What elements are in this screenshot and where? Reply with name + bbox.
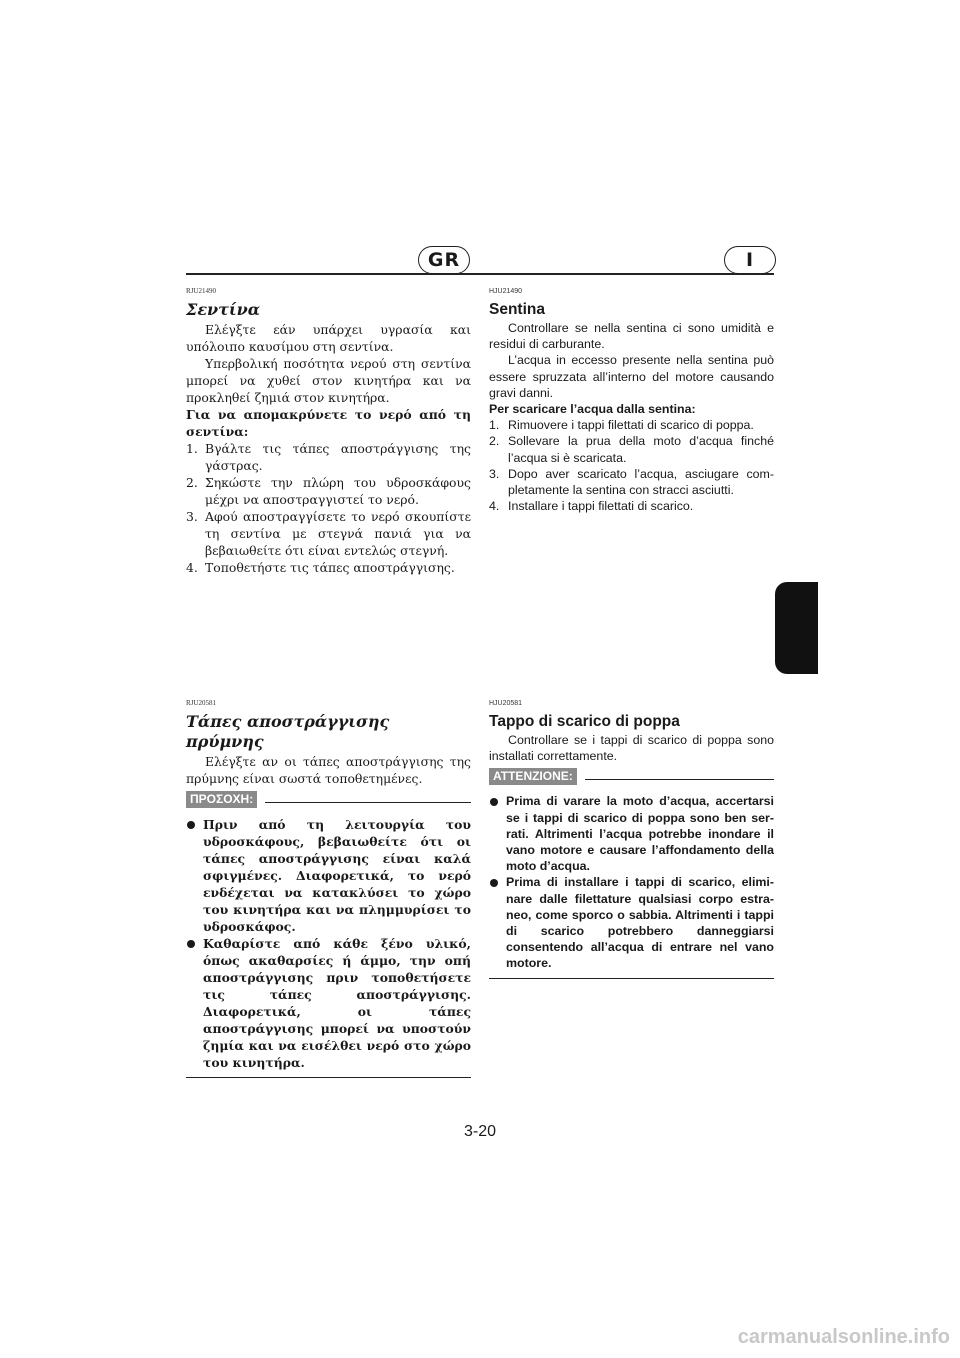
list-item: 2. Σηκώστε την πλώρη του υδροσκάφους μέχρι να αποστραγγιστεί το νερό. xyxy=(186,475,471,507)
caution-list xyxy=(489,793,774,971)
list-item: 2. Sollevare la prua della moto d’acqua finché l’acqua si è scaricata. xyxy=(489,434,774,465)
bullet-icon xyxy=(187,940,195,948)
section-code: RJU21490 xyxy=(186,287,216,295)
list-item: 1. Rimuovere i tappi filettati di scarico di poppa. xyxy=(489,418,754,433)
it-section-bilge xyxy=(489,287,774,514)
paragraph: L’acqua in eccesso presente nella sentina può essere spruzzata all’interno del motore causando gravi danni. xyxy=(489,353,774,400)
procedure-steps xyxy=(489,417,774,514)
section-title: Sentina xyxy=(489,301,545,318)
bullet-icon xyxy=(490,879,498,887)
chapter-tab-marker xyxy=(775,582,818,674)
section-title: Σεντίνα xyxy=(186,300,261,319)
bullet-icon xyxy=(490,798,498,806)
procedure-heading: Per scaricare l’acqua dalla sentina: xyxy=(489,402,696,417)
caution-header xyxy=(489,768,774,785)
list-item: Καθαρίστε από κάθε ξένο υλικό, όπως ακαθαρσίες ή άμμο, την οπή αποστράγγισης πριν τοποθετήσετε τις τάπες αποστράγγισης. Διαφορετικά, οι τάπες αποστράγγισης μπορεί να υποστούν ζημία και να εισέλθει νερό στο χώρο του κινητήρα. xyxy=(186,935,471,1071)
paragraph: Controllare se i tappi di scarico di poppa sono installati correttamente. xyxy=(489,733,774,764)
paragraph: Controllare se nella sentina ci sono umidità e residui di carburante. xyxy=(489,321,774,352)
section-title: Τάπες αποστράγγισης πρύμνης xyxy=(186,712,390,751)
list-item: 3. Αφού αποστραγγίσετε το νερό σκουπίστε τη σεντίνα με στεγνά πανιά για να βεβαιωθείτε ότι είναι εντελώς στεγνή. xyxy=(186,509,471,558)
caution-header xyxy=(186,791,471,808)
header-rule xyxy=(186,273,774,275)
caution-end-rule xyxy=(186,1077,471,1078)
caution-label: ΠΡΟΣΟΧΗ: xyxy=(186,791,257,808)
procedure-heading: Για να απομακρύνετε το νερό από τη σεντίνα: xyxy=(186,407,471,439)
procedure-steps xyxy=(186,440,471,576)
section-code: RJU20581 xyxy=(186,699,216,707)
bullet-icon xyxy=(187,821,195,829)
gr-section-bilge xyxy=(186,287,471,576)
list-item: Prima di varare la moto d’acqua, accertarsi se i tappi di scarico di poppa sono ben ser-rati. Altrimenti l’acqua potrebbe inondare il vano motore e causare l’affondamento della moto d’acqua. xyxy=(489,793,774,874)
section-code: HJU21490 xyxy=(489,288,523,295)
section-title: Tappo di scarico di poppa xyxy=(489,713,680,730)
list-item: 3. Dopo aver scaricato l’acqua, asciugare com-pletamente la sentina con stracci asciutti. xyxy=(489,466,774,498)
paragraph: Ελέγξτε αν οι τάπες αποστράγγισης της πρύμνης είναι σωστά τοποθετημένες. xyxy=(186,754,471,786)
caution-rule xyxy=(265,802,471,803)
paragraph: Ελέγξτε εάν υπάρχει υγρασία και υπόλοιπο καυσίμου στη σεντίνα. xyxy=(186,322,471,354)
caution-label: ATTENZIONE: xyxy=(489,768,577,785)
list-item: 4. Installare i tappi filettati di scarico. xyxy=(489,499,694,514)
page-number: 3-20 xyxy=(463,1123,497,1140)
list-item: 4. Τοποθετήστε τις τάπες αποστράγγισης. xyxy=(186,560,455,575)
list-item: 1. Βγάλτε τις τάπες αποστράγγισης της γάστρας. xyxy=(186,441,471,473)
caution-rule xyxy=(585,779,774,780)
list-item: Prima di installare i tappi di scarico, elimi-nare dalle filettature qualsiasi corpo estra-neo, come sporco o sabbia. Altrimenti i tappi di scarico potrebbero danneggiarsi consentendo all’acqua di entrare nel vano motore. xyxy=(489,874,774,971)
paragraph: Υπερβολική ποσότητα νερού στη σεντίνα μπορεί να χυθεί στον κινητήρα και να προκληθεί ζημιά στον κινητήρα. xyxy=(186,356,471,405)
watermark: carmanualsonline.info xyxy=(737,1326,950,1348)
language-badge-it: I xyxy=(724,246,776,274)
it-section-stern-drain-plug xyxy=(489,699,774,979)
section-code: HJU20581 xyxy=(489,700,523,707)
caution-end-rule xyxy=(489,978,774,979)
list-item: Πριν από τη λειτουργία του υδροσκάφους, βεβαιωθείτε ότι οι τάπες αποστράγγισης είναι καλά σφιγμένες. Διαφορετικά, το νερό ενδέχεται να κατακλύσει το χώρο του κινητήρα και να πλημμυρίσει το υδροσκάφος. xyxy=(186,816,471,935)
gr-section-stern-drain-plug xyxy=(186,699,471,1078)
caution-list xyxy=(186,816,471,1071)
language-badge-gr: GR xyxy=(418,246,470,274)
